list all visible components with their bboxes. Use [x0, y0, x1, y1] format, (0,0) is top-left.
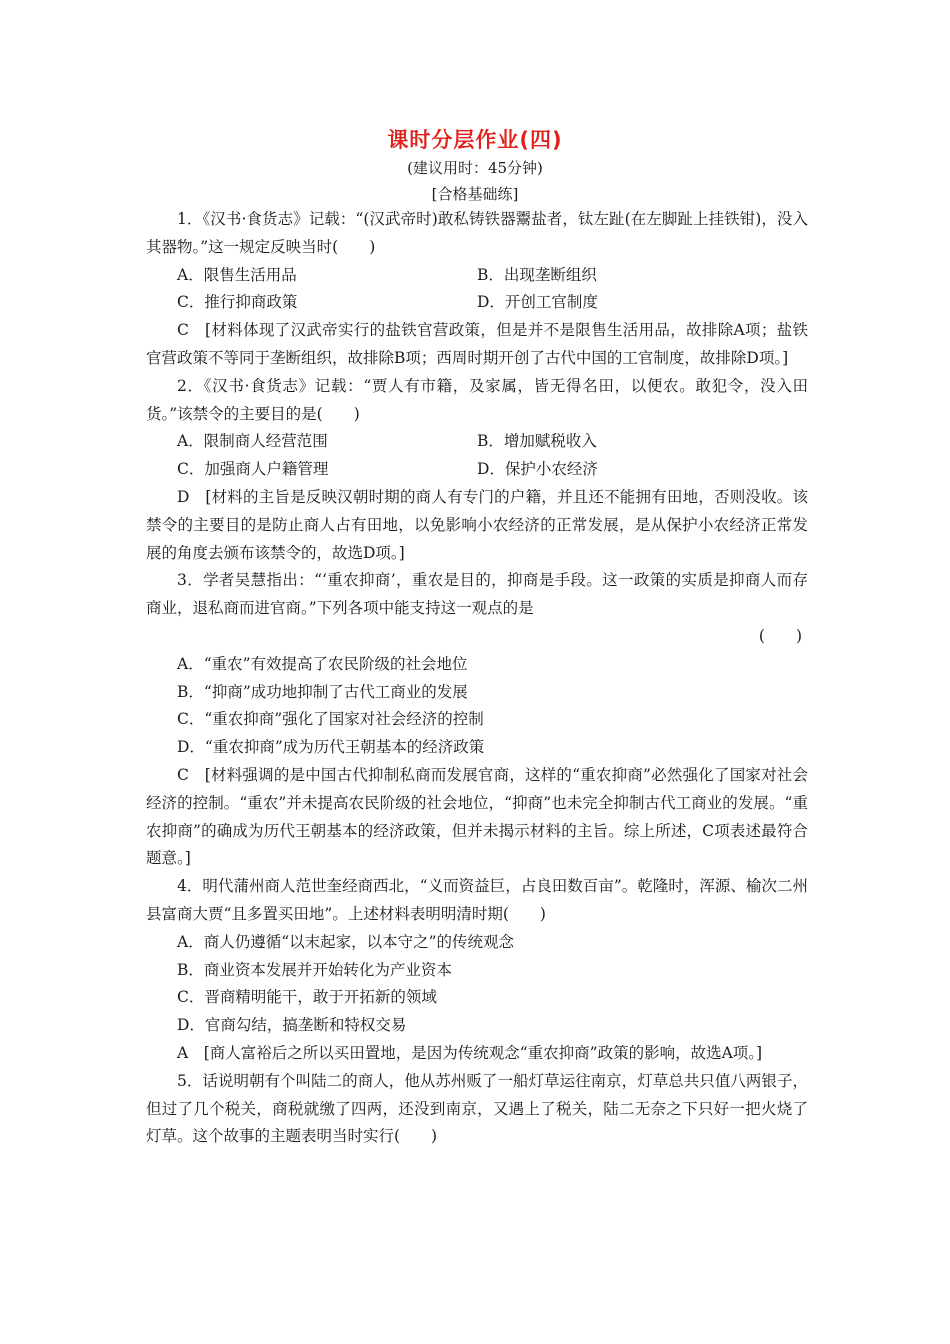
answer-blank: ( ): [758, 626, 802, 645]
option-c: C．“重农抑商”强化了国家对社会经济的控制: [177, 710, 484, 729]
question-5: [146, 1068, 808, 1151]
question-4: [146, 873, 808, 1068]
option-row: [146, 428, 808, 456]
option-d: D．“重农抑商”成为历代王朝基本的经济政策: [177, 738, 485, 757]
option-a: A．限制商人经营范围: [177, 432, 328, 451]
question-stem: 2．《汉书·食货志》记载：“贾人有市籍，及家属，皆无得名田，以便农。敢犯令，没入田货。”该禁令的主要目的是( ): [146, 376, 808, 423]
option-b: B．出现垄断组织: [477, 265, 597, 284]
option-row: [146, 456, 808, 484]
question-stem: 3．学者吴慧指出：“‘重农抑商’，重农是目的，抑商是手段。这一政策的实质是抑商人而存商业，退私商而进官商。”下列各项中能支持这一观点的是: [146, 571, 808, 618]
section-heading: [合格基础练]: [431, 185, 519, 203]
option-d: D．保护小农经济: [477, 460, 598, 479]
option-b: B．增加赋税收入: [477, 432, 597, 451]
option-a: A．限售生活用品: [177, 265, 297, 284]
question-stem: 4．明代蒲州商人范世奎经商西北，“义而资益巨，占良田数百亩”。乾隆时，浑源、榆次二州县富商大贾“且多置买田地”。上述材料表明明清时期( ): [146, 877, 808, 923]
page-title: 课时分层作业(四): [387, 128, 563, 152]
option-c: C．晋商精明能干，敢于开拓新的领域: [177, 988, 437, 1007]
question-list: [146, 206, 808, 1151]
question-3: [146, 567, 808, 873]
answer-explanation: A [商人富裕后之所以买田置地，是因为传统观念“重农抑商”政策的影响，故选A项。]: [177, 1043, 763, 1062]
option-a: A．“重农”有效提高了农民阶级的社会地位: [177, 654, 468, 673]
option-c: C．加强商人户籍管理: [177, 460, 329, 479]
answer-explanation: D [材料的主旨是反映汉朝时期的商人有专门的户籍，并且还不能拥有田地，否则没收。该禁令的主要目的是防止商人占有田地，以免影响小农经济的正常发展，是从保护小农经济正常发展的角度去颁布该禁令的，故选D项。]: [146, 487, 808, 562]
option-c: C．推行抑商政策: [177, 293, 298, 312]
option-row: [146, 262, 808, 290]
answer-explanation: C [材料强调的是中国古代抑制私商而发展官商，这样的“重农抑商”必然强化了国家对社会经济的控制。“重农”并未提高农民阶级的社会地位，“抑商”也未完全抑制古代工商业的发展。“重农抑商”的确成为历代王朝基本的经济政策，但并未揭示材料的主旨。综上所述，C项表述最符合题意。]: [146, 765, 808, 868]
option-row: [146, 289, 808, 317]
option-b: B．商业资本发展并开始转化为产业资本: [177, 960, 452, 979]
option-a: A．商人仍遵循“以末起家，以本守之”的传统观念: [177, 932, 515, 951]
option-b: B．“抑商”成功地抑制了古代工商业的发展: [177, 682, 468, 701]
option-d: D．开创工官制度: [477, 293, 598, 312]
option-d: D．官商勾结，搞垄断和特权交易: [177, 1016, 407, 1035]
question-1: [146, 206, 808, 373]
question-2: [146, 373, 808, 568]
question-stem: 5．话说明朝有个叫陆二的商人，他从苏州贩了一船灯草运往南京，灯草总共只值八两银子，但过了几个税关，商税就缴了四两，还没到南京，又遇上了税关，陆二无奈之下只好一把火烧了灯草。这个故事的主题表明当时实行( ): [146, 1071, 808, 1146]
answer-explanation: C [材料体现了汉武帝实行的盐铁官营政策，但是并不是限售生活用品，故排除A项；盐铁官营政策不等同于垄断组织，故排除B项；西周时期开创了古代中国的工官制度，故排除D项。]: [146, 321, 808, 367]
question-stem: 1．《汉书·食货志》记载：“(汉武帝时)敢私铸铁器鬻盐者，钛左趾(在左脚趾上挂铁钳)，没入其器物。”这一规定反映当时( ): [146, 210, 808, 256]
time-suggestion: (建议用时：45分钟): [407, 159, 543, 177]
